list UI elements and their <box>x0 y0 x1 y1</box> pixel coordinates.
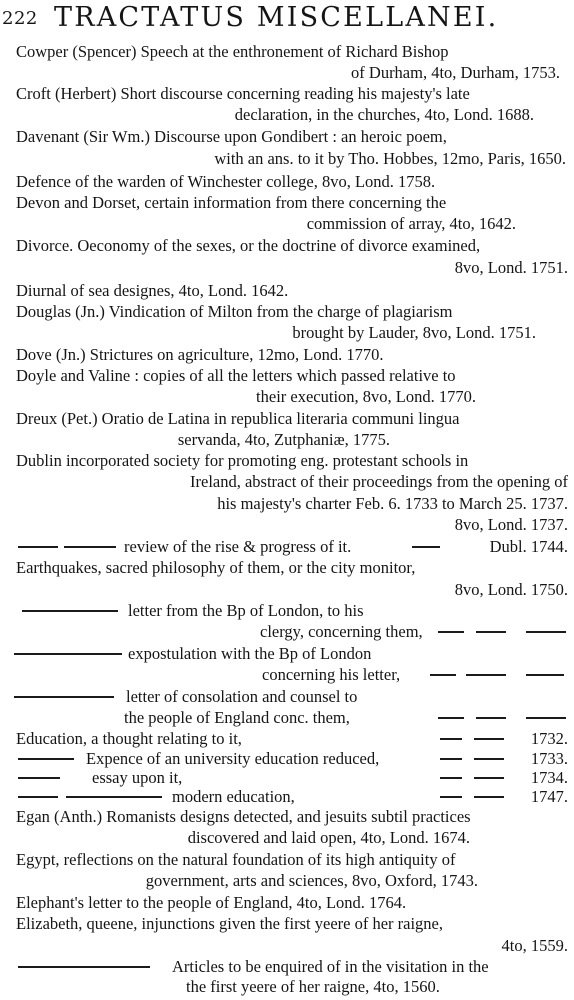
entry-line: essay upon it, <box>92 768 183 787</box>
entry-line: 1747. <box>530 787 568 806</box>
entry-line: 1734. <box>530 768 568 787</box>
entry-line: Egan (Anth.) Romanists designs detected, and jesuits subtil practices <box>16 807 471 826</box>
entry-line: Earthquakes, sacred philosophy of them, or the city monitor, <box>16 558 416 577</box>
ditto-dash <box>476 631 506 633</box>
running-title: TRACTATUS MISCELLANEI. <box>54 2 499 33</box>
entry-line: commission of array, 4to, 1642. <box>306 214 516 233</box>
entry-line: servanda, 4to, Zutphaniæ, 1775. <box>177 430 390 449</box>
ditto-dash <box>22 610 118 612</box>
entry-line: Croft (Herbert) Short discourse concerning reading his majesty's late <box>16 84 470 103</box>
entry-line: of Durham, 4to, Durham, 1753. <box>351 63 560 82</box>
entry-line: Education, a thought relating to it, <box>16 729 242 748</box>
entry-line: Elephant's letter to the people of England, 4to, Lond. 1764. <box>16 893 407 912</box>
entry-line: Elizabeth, queene, injunctions given the first yeere of her raigne, <box>16 914 444 933</box>
ditto-dash <box>14 653 122 655</box>
entry-line: 1733. <box>530 749 568 768</box>
entry-line: 8vo, Lond. 1737. <box>454 515 568 534</box>
entry-line: with an ans. to it by Tho. Hobbes, 12mo, Paris, 1650. <box>214 149 566 168</box>
entry-line: Douglas (Jn.) Vindication of Milton from the charge of plagiarism <box>16 302 453 321</box>
entry-line: Dove (Jn.) Strictures on agriculture, 12mo, Lond. 1770. <box>16 345 384 364</box>
ditto-dash <box>14 696 114 698</box>
entry-line: Ireland, abstract of their proceedings from the opening of <box>190 472 568 491</box>
entry-line: Egypt, reflections on the natural foundation of its high antiquity of <box>16 850 456 869</box>
entry-line: Dublin incorporated society for promoting eng. protestant schools in <box>16 451 469 470</box>
ditto-dash <box>526 717 566 719</box>
entry-line: Expence of an university education reduced, <box>86 749 380 768</box>
entry-line: 1732. <box>530 729 568 748</box>
entry-line: letter from the Bp of London, to his <box>128 601 364 620</box>
entry-line: modern education, <box>172 787 295 806</box>
entry-line: Defence of the warden of Winchester college, 8vo, Lond. 1758. <box>16 172 436 191</box>
entry-line: concerning his letter, <box>262 665 401 684</box>
entry-line: his majesty's charter Feb. 6. 1733 to March 25. 1737. <box>217 494 568 513</box>
entry-line: Doyle and Valine : copies of all the letters which passed relative to <box>16 366 456 385</box>
entry-line: Articles to be enquired of in the visitation in the <box>172 957 489 976</box>
ditto-dash <box>18 966 150 968</box>
entry-line: Diurnal of sea designes, 4to, Lond. 1642. <box>16 281 289 300</box>
ditto-dash <box>438 631 464 633</box>
entry-line: expostulation with the Bp of London <box>128 644 372 663</box>
entry-line: clergy, concerning them, <box>260 622 423 641</box>
ditto-dash <box>526 674 564 676</box>
entry-line: review of the rise & progress of it. <box>124 537 352 556</box>
ditto-dash <box>430 674 456 676</box>
entry-line: Davenant (Sir Wm.) Discourse upon Gondibert : an heroic poem, <box>16 127 447 146</box>
entry-line: Divorce. Oeconomy of the sexes, or the doctrine of divorce examined, <box>16 236 481 255</box>
entry-line: brought by Lauder, 8vo, Lond. 1751. <box>292 323 536 342</box>
ditto-dash <box>526 631 566 633</box>
entry-line: the first yeere of her raigne, 4to, 1560. <box>186 977 440 996</box>
entry-line: Devon and Dorset, certain information from there concerning the <box>16 193 447 212</box>
entry-line: government, arts and sciences, 8vo, Oxford, 1743. <box>145 871 478 890</box>
ditto-dash <box>466 674 506 676</box>
entry-line: the people of England conc. them, <box>124 708 350 727</box>
entry-line: discovered and laid open, 4to, Lond. 1674. <box>187 828 470 847</box>
entry-line: Dreux (Pet.) Oratio de Latina in republica literaria communi lingua <box>16 409 460 428</box>
entry-line: Dubl. 1744. <box>489 537 568 556</box>
ditto-dash <box>476 717 506 719</box>
entry-line: Cowper (Spencer) Speech at the enthronement of Richard Bishop <box>16 42 449 61</box>
entry-line: 8vo, Lond. 1751. <box>454 258 568 277</box>
entry-line: 8vo, Lond. 1750. <box>454 580 568 599</box>
entry-line: letter of consolation and counsel to <box>126 687 358 706</box>
entry-line: declaration, in the churches, 4to, Lond. 1688. <box>234 105 534 124</box>
page-number: 222 <box>2 8 38 29</box>
entry-line: their execution, 8vo, Lond. 1770. <box>256 387 476 406</box>
entry-line: 4to, 1559. <box>501 936 568 955</box>
page-header <box>0 0 574 36</box>
ditto-dash <box>438 717 464 719</box>
